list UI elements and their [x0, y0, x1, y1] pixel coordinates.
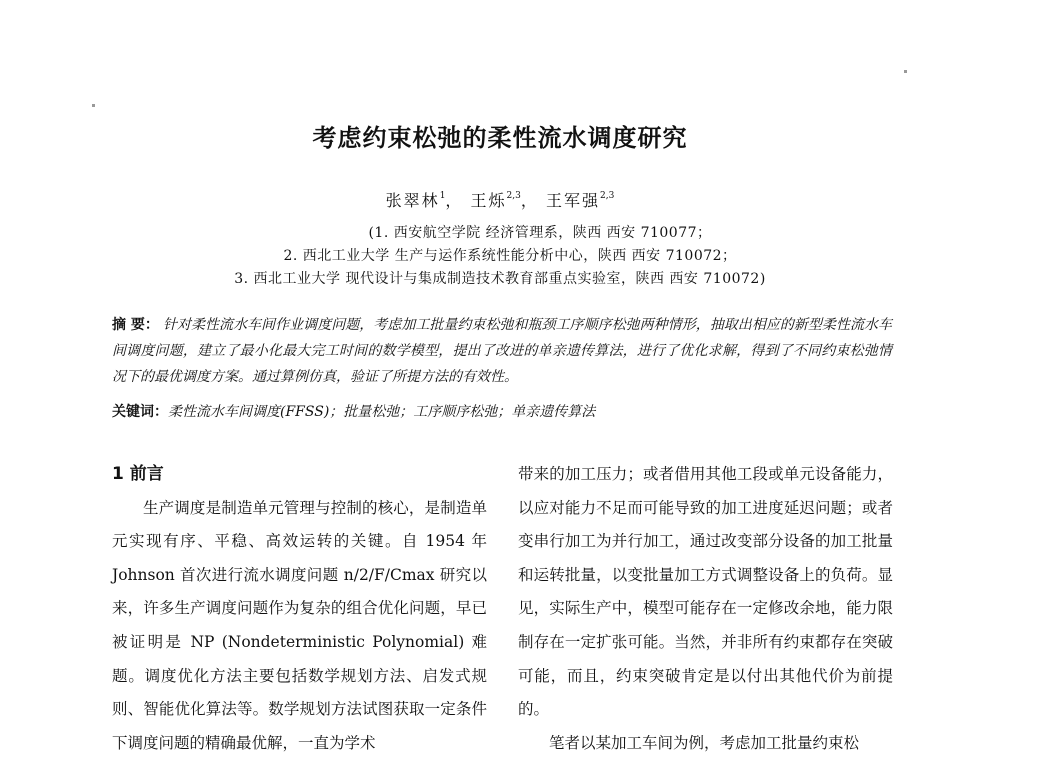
- keywords-label: 关键词：: [112, 404, 168, 420]
- affiliation-line: 2. 西北工业大学 生产与运作系统性能分析中心，陕西 西安 710072；: [283, 248, 737, 264]
- body-paragraph: 生产调度是制造单元管理与控制的核心，是制造单元实现有序、平稳、高效运转的关键。自 1954 年 Johnson 首次进行流水调度问题 n/2/F/Cmax 研究以来，许多生产调度问题作为复杂的组合优化问题，早已被证明是 NP (Nondeterministic Polynomial) 难题。调度优化方法主要包括数学规划方法、启发式规则、智能优化算法等。数学规划方法试图获取一定条件下调度问题的精确最优解，一直为学术: [112, 498, 487, 752]
- author-name: 王军强: [545, 191, 600, 210]
- abstract-text: 针对柔性流水车间作业调度问题，考虑加工批量约束松弛和瓶颈工序顺序松弛两种情形，抽取出相应的新型柔性流水车间调度问题，建立了最小化最大完工时间的数学模型，提出了改进的单亲遗传算法，进行了优化求解，得到了不同约束松弛情况下的最优调度方案。通过算例仿真，验证了所提方法的有效性。: [112, 317, 893, 385]
- affiliation-line: (1. 西安航空学院 经济管理系，陕西 西安 710077；: [368, 225, 712, 241]
- author-separator: ，: [520, 191, 539, 210]
- scan-speck: [904, 70, 907, 73]
- abstract-label: 摘 要：: [112, 317, 159, 333]
- abstract: [112, 312, 892, 390]
- keywords-text: 柔性流水车间调度(FFSS)；批量松弛；工序顺序松弛；单亲遗传算法: [168, 404, 596, 420]
- body-column-left: [112, 458, 487, 760]
- author-affiliation-mark: 1: [439, 191, 446, 201]
- body-paragraph: 带来的加工压力；或者借用其他工段或单元设备能力，以应对能力不足而可能导致的加工进度延迟问题；或者变串行加工为并行加工，通过改变部分设备的加工批量和运转批量，以变批量加工方式调整设备上的负荷。显见，实际生产中，模型可能存在一定修改余地，能力限制存在一定扩张可能。当然，并非所有约束都存在突破可能，而且，约束突破肯定是以付出其他代价为前提的。: [518, 465, 893, 719]
- keywords: [112, 399, 892, 425]
- author-name: 张翠林: [385, 191, 440, 210]
- author-name: 王烁: [470, 191, 507, 210]
- body-column-right: [518, 458, 893, 760]
- author-affiliation-mark: 2,3: [506, 191, 521, 201]
- body-paragraph: 笔者以某加工车间为例，考虑加工批量约束松: [549, 733, 860, 752]
- affiliation-line: 3. 西北工业大学 现代设计与集成制造技术教育部重点实验室，陕西 西安 710072): [234, 271, 766, 287]
- section-heading: 1 前言: [112, 464, 164, 484]
- author-list: [0, 188, 1000, 211]
- paper-title: 考虑约束松弛的柔性流水调度研究: [312, 124, 688, 152]
- author-separator: ，: [445, 191, 464, 210]
- scan-speck: [92, 104, 95, 107]
- author-affiliation-mark: 2,3: [600, 191, 615, 201]
